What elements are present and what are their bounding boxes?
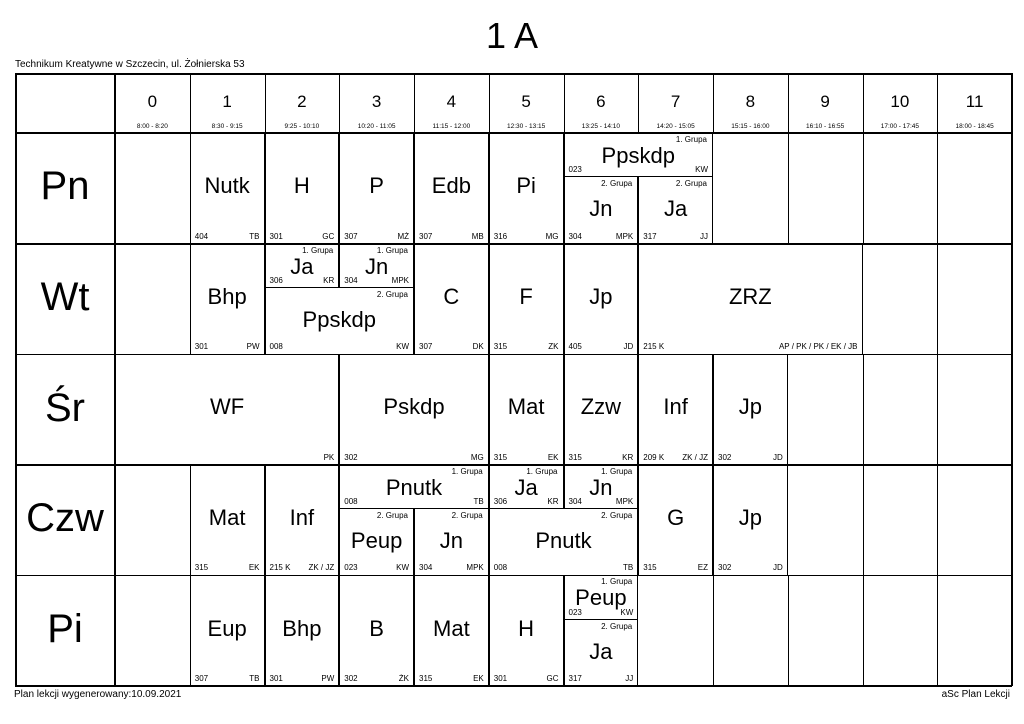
lesson-room: 302 — [344, 452, 358, 462]
lesson-cell — [190, 465, 265, 576]
lesson-teacher: MB — [471, 231, 484, 241]
lesson-cell — [190, 244, 265, 355]
lesson-teacher: MPK — [466, 563, 484, 573]
lesson-subject: Edb — [431, 173, 471, 199]
lesson-subject: P — [369, 173, 384, 199]
period-number: 10 — [890, 92, 910, 111]
lesson-room: 306 — [493, 497, 508, 507]
lesson-subject: Ja — [589, 638, 613, 664]
lesson-cell — [115, 354, 339, 465]
day-label: Pn — [40, 164, 90, 209]
lesson-teacher: ZK / JZ — [682, 452, 708, 462]
lesson-room: 315 — [493, 452, 508, 462]
lesson-room: 302 — [718, 563, 732, 573]
period-time: 10:20 - 11:05 — [357, 123, 396, 130]
lesson-room: 301 — [269, 673, 283, 683]
lesson-group: 2. Grupa — [601, 511, 633, 521]
lesson-cell — [339, 133, 414, 244]
period-time: 15:15 - 16:00 — [731, 123, 770, 130]
lesson-subject: ZRZ — [728, 283, 772, 309]
lesson-room: 317 — [568, 673, 582, 683]
lesson-cell — [489, 244, 564, 355]
lesson-subject: Jp — [589, 283, 613, 309]
lesson-subject: Eup — [207, 615, 247, 641]
lesson-teacher: DK — [472, 342, 484, 352]
period-time: 16:10 - 16:55 — [805, 123, 845, 130]
lesson-subject: Ja — [664, 196, 688, 222]
period-number: 0 — [147, 92, 158, 111]
lesson-subject: Pnutk — [535, 528, 592, 554]
cell-divider — [713, 575, 714, 686]
lesson-room: 405 — [568, 342, 582, 352]
lesson-cell — [265, 465, 340, 576]
lesson-cell — [414, 133, 489, 244]
lesson-room: 315 — [643, 563, 657, 573]
lesson-subject: Bhp — [207, 283, 247, 309]
lesson-room: 304 — [568, 497, 582, 507]
lesson-subject: Jn — [589, 196, 613, 222]
day-label: Czw — [26, 496, 104, 541]
lesson-room: 301 — [493, 673, 508, 683]
lesson-teacher: KW — [396, 563, 409, 573]
period-number: 1 — [222, 92, 232, 111]
period-number: 7 — [670, 92, 681, 111]
lesson-teacher: KW — [620, 607, 634, 617]
lesson-subject: Ja — [514, 474, 538, 500]
lesson-group: 1. Grupa — [302, 245, 334, 255]
lesson-teacher: EK — [473, 673, 484, 683]
period-time: 8:00 - 8:20 — [136, 123, 168, 130]
period-number: 4 — [446, 92, 457, 111]
period-time: 17:00 - 17:45 — [880, 123, 920, 130]
lesson-teacher: AP / PK / PK / EK / JB — [778, 342, 858, 352]
lesson-teacher: TB — [623, 563, 634, 573]
lesson-room: 315 — [419, 673, 433, 683]
lesson-teacher: KW — [396, 342, 409, 352]
lesson-cell — [638, 177, 713, 243]
lesson-teacher: ZK — [548, 342, 559, 352]
lesson-cell — [190, 133, 265, 244]
period-number: 9 — [820, 92, 830, 111]
lesson-group: 2. Grupa — [601, 621, 633, 631]
lesson-teacher: TB — [249, 231, 260, 241]
lesson-cell — [638, 354, 713, 465]
lesson-teacher: JD — [772, 452, 783, 462]
lesson-room: 302 — [718, 452, 732, 462]
cell-divider — [788, 575, 789, 686]
lesson-room: 301 — [269, 231, 283, 241]
lesson-subject: Peup — [575, 585, 627, 611]
period-number: 6 — [596, 92, 606, 111]
lesson-subject: Jp — [738, 394, 762, 420]
period-time: 11:15 - 12:00 — [432, 123, 471, 130]
lesson-subject: Mat — [433, 615, 470, 641]
period-number: 8 — [745, 92, 756, 111]
period-number: 2 — [297, 92, 307, 111]
lesson-group: 1. Grupa — [451, 466, 483, 476]
lesson-subject: Ppskdp — [302, 307, 376, 332]
lesson-room: 008 — [269, 342, 283, 352]
page-title: 1 A — [485, 15, 539, 56]
lesson-cell — [489, 354, 564, 465]
lesson-cell — [713, 354, 788, 465]
period-number: 3 — [371, 92, 382, 111]
lesson-cell — [564, 133, 714, 177]
lesson-room: 304 — [419, 563, 433, 573]
lesson-room: 215 K — [269, 563, 291, 573]
lesson-subject: Pskdp — [383, 394, 445, 420]
lesson-room: 315 — [194, 563, 209, 573]
lesson-teacher: JJ — [625, 673, 634, 683]
day-label: Pi — [47, 606, 83, 651]
period-time: 8:30 - 9:15 — [211, 123, 243, 130]
lesson-teacher: MPK — [391, 275, 409, 285]
lesson-teacher: MG — [470, 452, 484, 462]
lesson-teacher: EK — [547, 452, 559, 462]
lesson-group: 1. Grupa — [675, 135, 707, 144]
lesson-cell — [564, 177, 639, 243]
lesson-subject: H — [293, 173, 310, 199]
period-time: 12:30 - 13:15 — [506, 123, 546, 130]
lesson-subject: WF — [210, 394, 245, 420]
lesson-cell — [339, 465, 489, 509]
cell-divider — [937, 465, 938, 576]
lesson-room: 307 — [419, 231, 433, 241]
lesson-cell — [713, 465, 788, 576]
lesson-cell — [414, 575, 489, 686]
lesson-teacher: EK — [248, 563, 260, 573]
day-label: Wt — [40, 274, 90, 319]
lesson-teacher: PW — [321, 673, 335, 683]
lesson-cell — [489, 465, 564, 509]
lesson-room: 404 — [194, 231, 209, 241]
lesson-subject: H — [518, 615, 535, 641]
lesson-cell — [638, 244, 862, 355]
lesson-cell — [564, 465, 639, 509]
lesson-room: 307 — [194, 673, 209, 683]
cell-divider — [937, 575, 938, 686]
lesson-subject: Jn — [365, 253, 389, 279]
lesson-teacher: PW — [246, 342, 260, 352]
lesson-room: 023 — [568, 607, 582, 617]
lesson-subject: Ja — [290, 253, 314, 279]
lesson-group: 1. Grupa — [601, 466, 633, 476]
lesson-subject: Pi — [516, 173, 536, 199]
cell-divider — [788, 133, 789, 244]
period-time: 18:00 - 18:45 — [955, 123, 994, 130]
cell-divider — [863, 575, 864, 686]
lesson-cell — [564, 575, 639, 619]
lesson-room: 317 — [643, 231, 657, 241]
period-number: 5 — [521, 92, 531, 111]
lesson-cell — [638, 465, 713, 576]
lesson-room: 209 K — [643, 452, 665, 462]
lesson-teacher: TB — [473, 497, 484, 507]
lesson-cell — [265, 288, 415, 354]
lesson-teacher: PK — [323, 452, 335, 462]
lesson-teacher: JD — [623, 342, 634, 352]
cell-divider — [863, 133, 864, 244]
lesson-subject: Ppskdp — [601, 143, 675, 168]
lesson-room: 315 — [568, 452, 582, 462]
lesson-teacher: MG — [545, 231, 559, 241]
cell-divider — [937, 354, 938, 465]
lesson-teacher: KR — [547, 497, 559, 507]
lesson-teacher: ŻK — [398, 673, 409, 683]
lesson-group: 1. Grupa — [526, 466, 558, 476]
lesson-teacher: KW — [695, 165, 708, 175]
lesson-subject: Jn — [589, 474, 613, 500]
lesson-cell — [339, 354, 489, 465]
lesson-room: 302 — [344, 673, 358, 683]
lesson-cell — [489, 575, 564, 686]
lesson-subject: Zzw — [580, 394, 622, 420]
lesson-cell — [339, 244, 414, 288]
lesson-subject: Inf — [663, 394, 688, 420]
lesson-teacher: MPK — [615, 231, 634, 241]
lesson-room: 215 K — [643, 342, 665, 352]
lesson-group: 2. Grupa — [376, 511, 408, 521]
lesson-cell — [339, 575, 414, 686]
lesson-subject: Jp — [738, 505, 762, 531]
lesson-room: 316 — [493, 231, 508, 241]
lesson-room: 008 — [344, 497, 358, 507]
cell-divider — [863, 354, 864, 465]
lesson-teacher: KR — [323, 275, 335, 285]
lesson-subject: Peup — [350, 528, 403, 554]
period-time: 13:25 - 14:10 — [581, 123, 621, 130]
lesson-cell — [339, 509, 414, 575]
cell-divider — [937, 133, 938, 244]
lesson-cell — [564, 244, 639, 355]
lesson-subject: B — [369, 615, 384, 641]
lesson-cell — [564, 620, 639, 686]
lesson-cell — [414, 244, 489, 355]
lesson-group: 2. Grupa — [451, 511, 483, 521]
school-name: Technikum Kreatywne w Szczecin, ul. Żołnierska 53 — [15, 59, 245, 70]
cell-divider — [937, 244, 938, 355]
lesson-group: 2. Grupa — [675, 179, 707, 189]
lesson-room: 023 — [568, 165, 582, 175]
lesson-teacher: ZK / JZ — [308, 563, 335, 573]
cell-divider — [863, 465, 864, 576]
lesson-group: 1. Grupa — [601, 577, 633, 587]
period-time: 9:25 - 10:10 — [284, 123, 320, 130]
lesson-cell — [190, 575, 265, 686]
lesson-cell — [265, 133, 340, 244]
lesson-room: 301 — [194, 342, 209, 352]
lesson-teacher: JJ — [700, 231, 708, 241]
lesson-subject: C — [443, 283, 460, 309]
lesson-room: 023 — [344, 563, 358, 573]
lesson-group: 2. Grupa — [601, 179, 633, 189]
lesson-teacher: GC — [546, 673, 559, 683]
lesson-subject: Inf — [289, 505, 315, 531]
lesson-room: 304 — [568, 231, 582, 241]
lesson-teacher: MPK — [615, 497, 634, 507]
lesson-subject: Bhp — [282, 615, 322, 641]
lesson-room: 315 — [493, 342, 508, 352]
period-number: 11 — [965, 92, 984, 111]
lesson-cell — [265, 575, 340, 686]
lesson-group: 2. Grupa — [376, 289, 408, 299]
period-time: 14:20 - 15:05 — [656, 123, 695, 130]
lesson-cell — [414, 509, 489, 575]
lesson-cell — [489, 509, 639, 575]
lesson-subject: Nutk — [204, 173, 250, 199]
generated-date: Plan lekcji wygenerowany:10.09.2021 — [14, 689, 182, 700]
day-label: Śr — [45, 385, 85, 430]
app-credit: aSc Plan Lekcji — [941, 689, 1010, 700]
lesson-subject: Jn — [439, 528, 463, 554]
lesson-room: 008 — [493, 563, 508, 573]
lesson-cell — [564, 354, 639, 465]
lesson-cell — [265, 244, 340, 288]
lesson-room: 306 — [269, 275, 283, 285]
lesson-teacher: TB — [249, 673, 260, 683]
lesson-teacher: GC — [322, 231, 335, 241]
lesson-group: 1. Grupa — [376, 245, 408, 255]
lesson-teacher: MŻ — [397, 231, 409, 241]
frame-right — [1011, 73, 1013, 686]
lesson-subject: Pnutk — [385, 474, 443, 500]
lesson-room: 307 — [344, 231, 358, 241]
lesson-teacher: EZ — [697, 563, 708, 573]
lesson-teacher: KR — [622, 452, 634, 462]
lesson-subject: Mat — [208, 505, 246, 531]
lesson-cell — [489, 133, 564, 244]
lesson-subject: Mat — [507, 394, 545, 420]
lesson-subject: F — [519, 283, 533, 309]
lesson-room: 304 — [344, 275, 358, 285]
lesson-subject: G — [667, 505, 685, 531]
lesson-teacher: JD — [772, 563, 783, 573]
lesson-room: 307 — [419, 342, 433, 352]
